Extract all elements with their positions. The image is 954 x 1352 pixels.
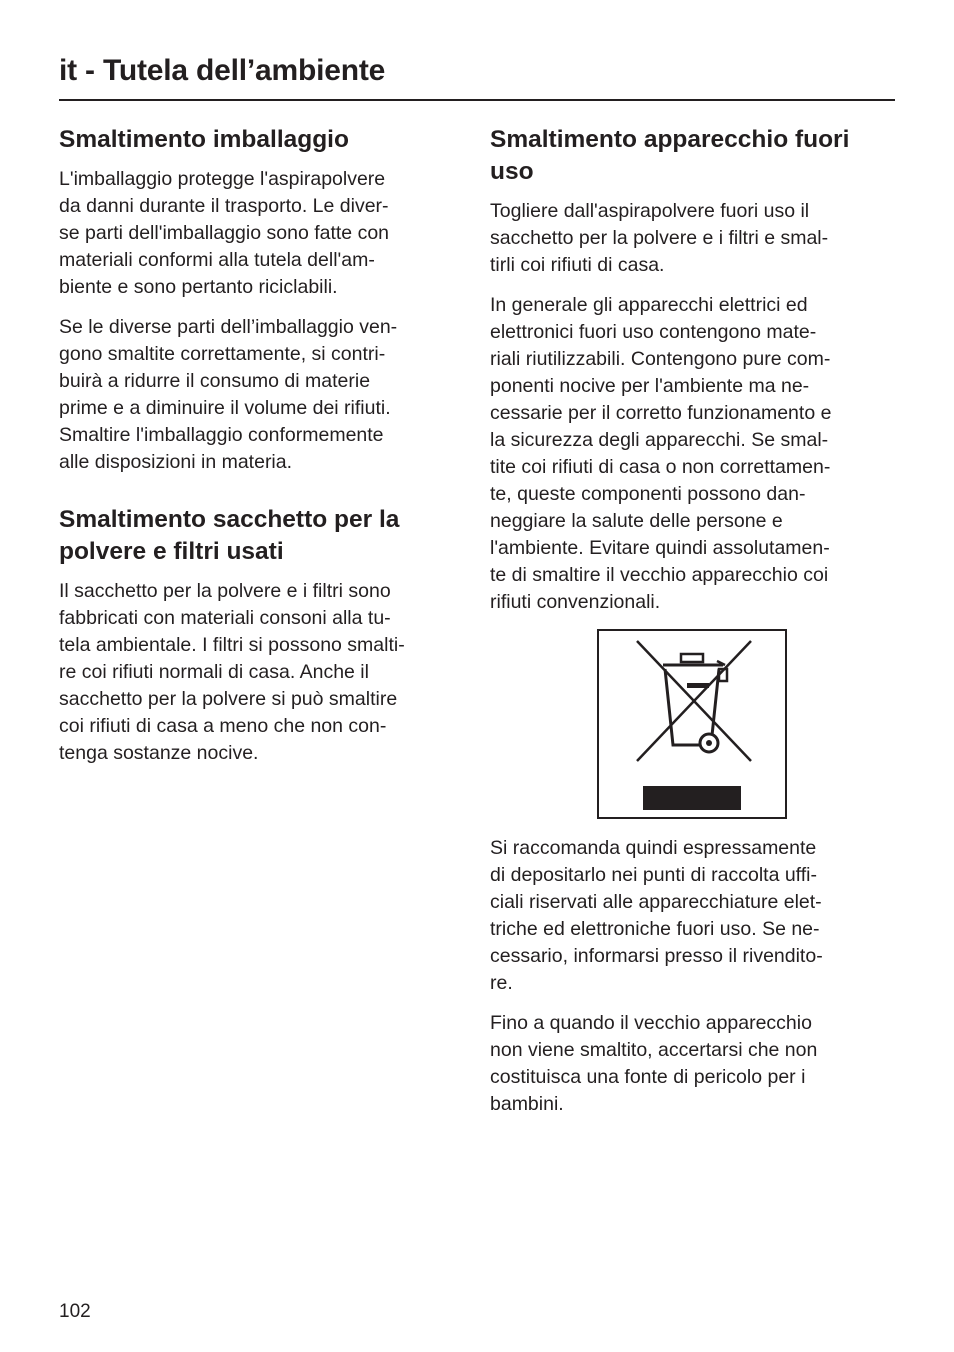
section-dustbag-filter-disposal xyxy=(59,504,469,767)
section-old-appliance-disposal xyxy=(490,124,900,1118)
right-column xyxy=(490,124,900,1131)
paragraph: L'imballaggio protegge l'aspirapolvere da danni durante il trasporto. Le diver- se parti dell'imballaggio sono fatte con materiali conformi alla tutela dell'am- biente e sono pertanto riciclabili. xyxy=(59,168,390,298)
weee-symbol-box xyxy=(597,629,787,819)
section-heading: Smaltimento sacchetto per la polvere e filtri usati xyxy=(59,506,400,565)
paragraph: In generale gli apparecchi elettrici ed elettronici fuori uso contengono mate- riali riutilizzabili. Contengono pure com- ponenti nocive per l'ambiente ma ne- cessarie per il corretto funzionamento e la sicurezza degli apparecchi. Se smal- tite coi rifiuti di casa o non correttamen- te, queste componenti possono dan- neggiare la salute delle persone e l'ambiente. Evitare quindi assolutamen- te di smaltire il vecchio apparecchio coi rifiuti convenzionali. xyxy=(490,294,832,613)
section-heading: Smaltimento apparecchio fuori uso xyxy=(490,126,850,185)
section-packaging-disposal xyxy=(59,124,469,476)
crossed-out-wheelie-bin-icon xyxy=(599,631,785,817)
page-title: it - Tutela dell’ambiente xyxy=(59,54,386,87)
page-number: 102 xyxy=(59,1301,91,1322)
paragraph: Se le diverse parti dell’imballaggio ven- gono smaltite correttamente, si contri- buirà a ridurre il consumo di materie prime e a diminuire il volume dei rifiuti. Smaltire l'imballaggio conformemente alle disposizioni in materia. xyxy=(59,316,398,473)
section-heading: Smaltimento imballaggio xyxy=(59,126,349,153)
paragraph: Si raccomanda quindi espressamente di depositarlo nei punti di raccolta uffi- ciali riservati alle apparecchiature elet- triche ed elettroniche fuori uso. Se ne- cessario, informarsi presso il rivendito- re. xyxy=(490,837,823,994)
paragraph: Il sacchetto per la polvere e i filtri sono fabbricati con materiali consoni alla tu- tela ambientale. I filtri si possono smalti- re coi rifiuti normali di casa. Anche il sacchetto per la polvere si può smaltire coi rifiuti di casa a meno che non con- tenga sostanze nocive. xyxy=(59,580,405,764)
left-column xyxy=(59,124,469,780)
paragraph: Togliere dall'aspirapolvere fuori uso il sacchetto per la polvere e i filtri e smal- tirli coi rifiuti di casa. xyxy=(490,200,829,276)
title-rule xyxy=(59,99,895,101)
paragraph: Fino a quando il vecchio apparecchio non viene smaltito, accertarsi che non costituisca una fonte di pericolo per i bambini. xyxy=(490,1012,818,1115)
